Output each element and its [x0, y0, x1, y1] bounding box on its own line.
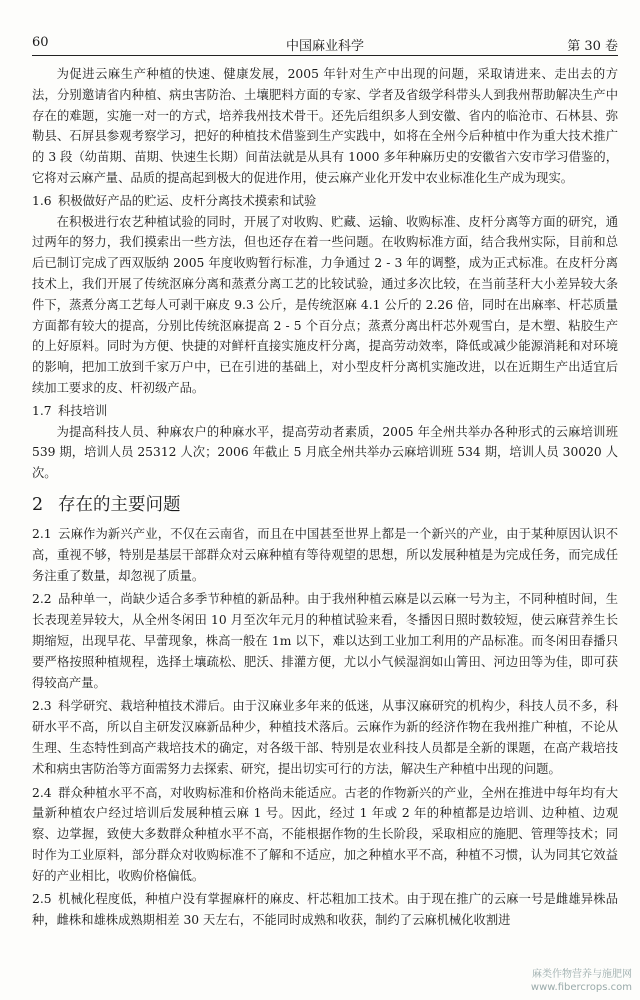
- section-title: 存在的主要问题: [58, 494, 181, 515]
- article-body: [32, 64, 618, 931]
- problem-paragraph: [32, 696, 618, 779]
- watermark-url: www.fibercrops.com: [530, 982, 632, 993]
- subsection-heading-1-6: [32, 191, 618, 212]
- problem-text: 群众种植水平不高，对收购标准和价格尚未能适应。古老的作物新兴的产业，全州在推进中每年均有大量新种植农户经过培训后发展种植云麻 1 号。因此，经过 1 年或 2 年的种植都是边培训、边种植、边观察、边掌握，致使大多数群众种植水平不高，不能根据作物的生长阶段，采取相应的施肥、管理等技术；同时作为工业原料，部分群众对收购标准不了解和不适应，加之种植水平不高，种植不习惯，认为同其它效益好的产业相比，收购价格偏低。: [32, 785, 618, 883]
- section-heading-2: [32, 492, 618, 518]
- subsection-title: 科技培训: [58, 403, 108, 418]
- watermark: [522, 968, 632, 994]
- page-number: 60: [32, 35, 49, 50]
- journal-name: 中国麻业科学: [285, 39, 364, 54]
- intro-paragraph: 为促进云麻生产种植的快速、健康发展，2005 年针对生产中出现的问题，采取请进来、走出去的方法，分别邀请省内种植、病虫害防治、土壤肥料方面的专家、学者及省级学科带头人到我州帮助解决生产中存在的难题，实施一对一的方式，培养我州技术骨干。还先后组织多人到安徽、省内的临沧市、石林县、弥勒县、石屏县参观考察学习，把好的种植技术借鉴到生产实践中，如将在全州今后种植中作为重大技术推广的 3 段（幼苗期、苗期、快速生长期）间苗法就是从具有 1000 多年种麻历史的安徽省六安市学习借鉴的，它将对云麻产量、品质的提高起到极大的促进作用，使云麻产业化开发中农业标准化生产成为现实。: [32, 67, 618, 185]
- problem-paragraph: [32, 783, 618, 887]
- subsection-heading-1-7: [32, 401, 618, 422]
- problem-text: 云麻作为新兴产业，不仅在云南省，而且在中国甚至世界上都是一个新兴的产业，由于某种原因认识不高，重视不够，特别是基层干部群众对云麻种植有等待观望的思想，所以发展种植是为完成任务，而完成任务注重了数量，却忽视了质量。: [32, 526, 618, 583]
- problem-text: 科学研究、栽培种植技术滞后。由于汉麻业多年来的低迷，从事汉麻研究的机构少，科技人员不多，科研水平不高，所以自主研发汉麻新品种少，种植技术落后。云麻作为新的经济作物在我州推广种植，不论从生理、生态特性到高产栽培技术的确定，对各级干部、特别是农业科技人员都是全新的课题，在高产栽培技术和病虫害防治等方面需努力去探索、研究，提出切实可行的方法，解决生产种植中出现的问题。: [32, 699, 618, 776]
- subsection-number: 1.7: [32, 403, 52, 418]
- running-header: [32, 35, 618, 56]
- problem-number: 2.4: [32, 785, 52, 800]
- problem-paragraph: [32, 889, 618, 931]
- watermark-site-name: 麻类作物营养与施肥网: [532, 969, 632, 980]
- subsection-title: 积极做好产品的贮运、皮杆分离技术摸索和试验: [58, 193, 317, 208]
- volume-label: 第 30 卷: [567, 39, 618, 54]
- subsection-paragraph-1-7: 为提高科技人员、种麻农户的种麻水平，提高劳动者素质，2005 年全州共举办各种形式的云麻培训班 539 期，培训人员 25312 人次；2006 年截止 5 月底全州共举办云麻培训班 534 期，培训人员 30020 人次。: [32, 424, 618, 481]
- section-number: 2: [32, 494, 44, 515]
- subsection-number: 1.6: [32, 193, 52, 208]
- subsection-paragraph-1-6: 在积极进行农艺种植试验的同时，开展了对收购、贮藏、运输、收购标准、皮杆分离等方面的研究，通过两年的努力，我们摸索出一些方法，但也还存在着一些问题。在收购标准方面，结合我州实际，目前和总后已制订完成了西双版纳 2005 年度收购暂行标准，力争通过 2 - 3 年的调整，成为正式标准。在皮杆分离技术上，我们开展了传统沤麻分离和蒸煮分离工艺的比较试验，通过多次比较，在当前茎秆大小差异较大条件下，蒸煮分离工艺每人可剥干麻皮 9.3 公斤，是传统沤麻 4.1 公斤的 2.26 倍，同时在出麻率、杆芯质量方面都有较大的提高，分别比传统沤麻提高 2 - 5 个百分点；蒸煮分离出杆芯外观雪白，是木塑、粘胶生产的上好原料。同时为方便、快捷的对鲜杆直接实施皮杆分离，提高劳动效率，降低或减少能源消耗和对环境的影响，把加工放到千家万户中，已在引进的基础上，对小型皮杆分离机实施改进，以在近期生产出适宜后续加工要求的皮、杆初级产品。: [32, 214, 618, 395]
- problem-number: 2.5: [32, 892, 52, 907]
- problem-text: 机械化程度低，种植户没有掌握麻杆的麻皮、杆芯粗加工技术。由于现在推广的云麻一号是雌雄异株品种，雌株和雄株成熟期相差 30 天左右，不能同时成熟和收获，制约了云麻机械化收割进: [32, 892, 618, 928]
- problem-number: 2.2: [32, 592, 52, 607]
- problem-text: 品种单一，尚缺少适合多季节种植的新品种。由于我州种植云麻是以云麻一号为主，不同种植时间，生长表现差异较大，从全州冬闲田 10 月至次年元月的种植试验来看，冬播因日照时数较短，使云麻营养生长期缩短，出现早花、早蕾现象，株高一般在 1m 以下，难以达到工业加工利用的产品标准。而冬闲田春播只要严格按照种植规程，选择土壤疏松、肥沃、排灌方便，尤以小气候湿润如山箐田、河边田等为佳，即可获得较高产量。: [32, 592, 618, 690]
- problem-number: 2.3: [32, 699, 52, 714]
- problem-paragraph: [32, 524, 618, 586]
- problem-paragraph: [32, 589, 618, 693]
- problem-number: 2.1: [32, 526, 52, 541]
